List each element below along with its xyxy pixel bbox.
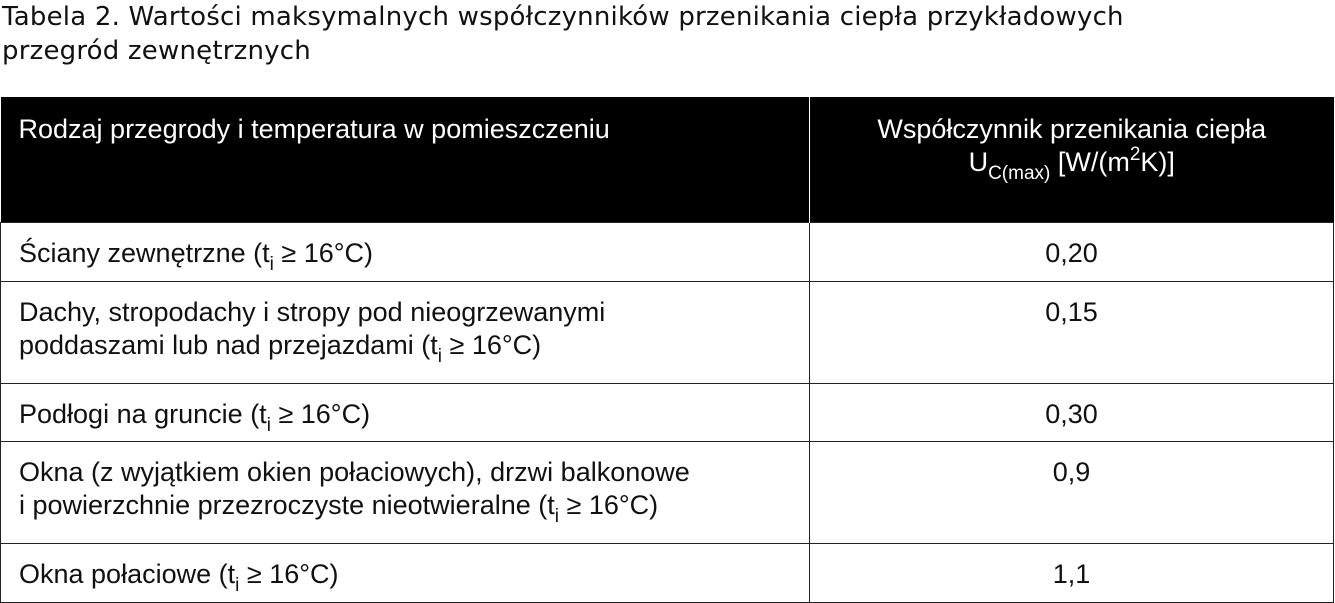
row-label-roofs (1, 282, 810, 384)
row-label-line (19, 329, 791, 367)
column-header-u-value (810, 97, 1334, 223)
table-row (1, 282, 1334, 384)
row-label-line (19, 237, 791, 275)
temp-condition-suffix: ≥ 16°C) (566, 490, 659, 520)
temp-condition-subscript: i (235, 575, 240, 596)
row-value: 0,15 (810, 282, 1334, 384)
row-label-text: i powierzchnie przezroczyste nieotwieralne (19, 490, 531, 520)
row-label-text: Ściany zewnętrzne (19, 238, 246, 268)
row-label-line (19, 558, 791, 596)
temp-condition-suffix: ≥ 16°C) (449, 330, 542, 360)
temp-condition-subscript: i (554, 506, 559, 527)
row-value: 0,30 (810, 384, 1334, 442)
column-header-partition-type (1, 97, 810, 223)
row-label-text: Podłogi na gruncie (19, 399, 243, 429)
row-label-line (19, 489, 791, 527)
row-label-text: poddaszami lub nad przejazdami (19, 330, 414, 360)
unit-prefix: [W/(m (1057, 147, 1130, 177)
page-title (2, 0, 1332, 68)
unit-superscript: 2 (1129, 144, 1141, 165)
row-label-external-walls (1, 223, 810, 282)
row-label-roof-windows (1, 544, 810, 603)
table-row (1, 223, 1334, 282)
row-label-line: Dachy, stropodachy i stropy pod nieogrzewanymi (19, 297, 606, 327)
temp-condition-prefix: (t (253, 238, 270, 268)
temp-condition-prefix: (t (250, 399, 267, 429)
row-label-line (19, 398, 791, 436)
row-label-text: Okna połaciowe (19, 559, 212, 589)
unit-suffix: K)] (1140, 147, 1175, 177)
row-label-windows-doors (1, 442, 810, 544)
column-header-u-value-line2 (820, 144, 1324, 184)
table-header-row (1, 97, 1334, 223)
table-row (1, 544, 1334, 603)
row-value: 0,9 (810, 442, 1334, 544)
column-header-partition-type-text: Rodzaj przegrody i temperatura w pomieszczeniu (18, 114, 610, 144)
row-value: 1,1 (810, 544, 1334, 603)
title-line-2: przegród zewnętrznych (2, 36, 311, 66)
temp-condition-suffix: ≥ 16°C) (246, 559, 339, 589)
title-line-1: Tabela 2. Wartości maksymalnych współczynników przenikania ciepła przykładowych (2, 2, 1124, 32)
temp-condition-subscript: i (437, 346, 442, 367)
table-row (1, 384, 1334, 442)
u-symbol-subscript: C(max) (988, 163, 1051, 184)
column-header-u-value-line1: Współczynnik przenikania ciepła (877, 114, 1267, 144)
row-label-ground-floors (1, 384, 810, 442)
temp-condition-subscript: i (269, 254, 274, 275)
row-value: 0,20 (810, 223, 1334, 282)
temp-condition-prefix: (t (538, 490, 555, 520)
row-label-line: Okna (z wyjątkiem okien połaciowych), drzwi balkonowe (19, 457, 690, 487)
heat-transfer-table (0, 97, 1334, 603)
temp-condition-prefix: (t (421, 330, 438, 360)
u-symbol: U (968, 147, 989, 177)
temp-condition-subscript: i (266, 415, 271, 436)
temp-condition-suffix: ≥ 16°C) (281, 238, 374, 268)
temp-condition-prefix: (t (218, 559, 236, 589)
table-row (1, 442, 1334, 544)
temp-condition-suffix: ≥ 16°C) (278, 399, 371, 429)
